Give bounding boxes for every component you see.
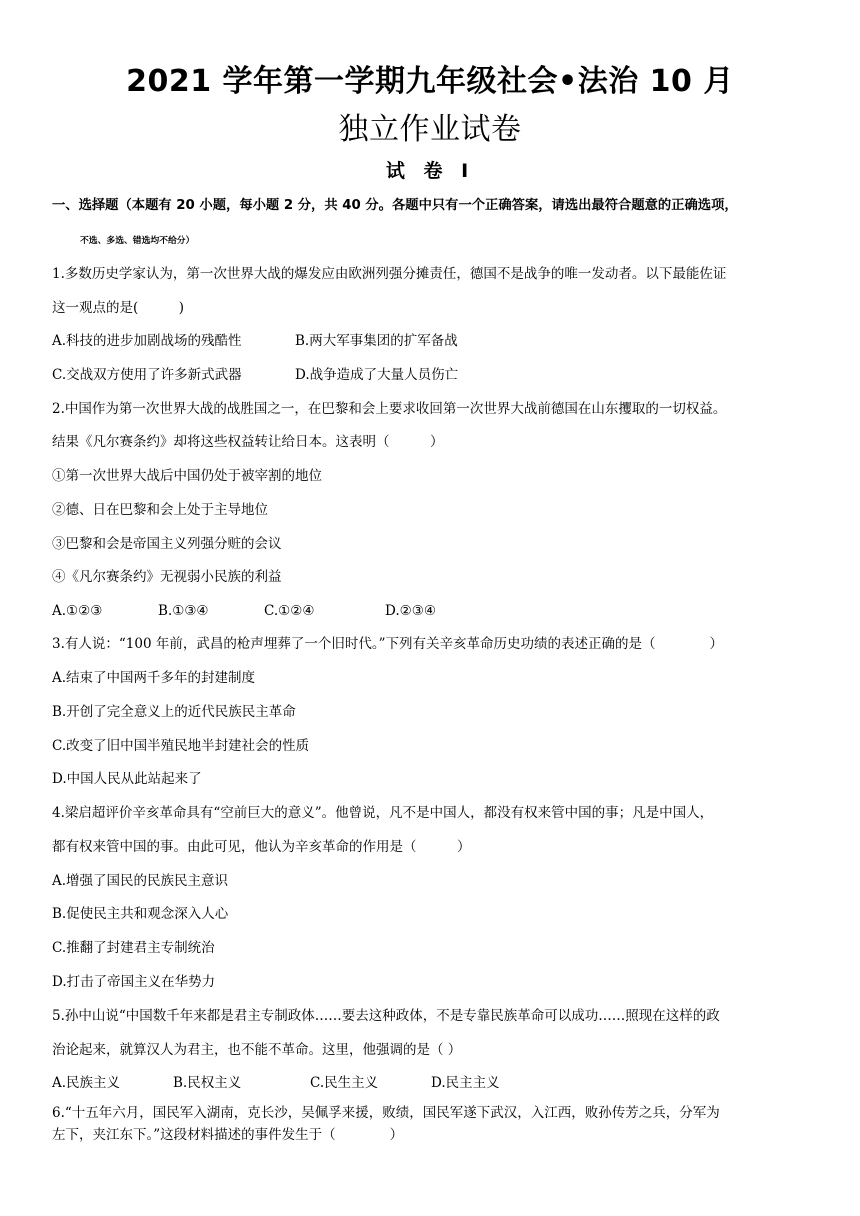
question-3-option-c: C.改变了旧中国半殖民地半封建社会的性质 [52,738,310,754]
question-4-option-c: C.推翻了封建君主专制统治 [52,940,215,956]
question-2-stem-cont: 结果《凡尔赛条约》却将这些权益转让给日本。这表明（ ） [52,434,444,450]
question-2-stem: 2.中国作为第一次世界大战的战胜国之一，在巴黎和会上要求收回第一次世界大战前德国在山东攫取的一切权益。 [52,401,727,417]
question-3-option-d: D.中国人民从此站起来了 [52,771,202,787]
section-instruction: 一、选择题（本题有 20 小题，每小题 2 分，共 40 分。各题中只有一个正确答案，请选出最符合题意的正确选项， [52,198,738,213]
question-5-stem-cont: 治论起来，就算汉人为君主，也不能不革命。这里，他强调的是（ ） [52,1042,462,1058]
question-6-stem-cont: 左下，夹江东下。”这段材料描述的事件发生于（ ） [52,1127,404,1143]
question-4-option-b: B.促使民主共和观念深入人心 [52,906,229,922]
exam-title-line2: 独立作业试卷 [338,112,522,147]
paper-subtitle: 试 卷 Ⅰ [385,160,475,182]
question-4-option-d: D.打击了帝国主义在华势力 [52,974,216,990]
question-2-option-c: C.①②④ [264,603,315,619]
question-1-stem-cont: 这一观点的是( ) [52,300,185,316]
question-1-stem: 1.多数历史学家认为，第一次世界大战的爆发应由欧洲列强分摊责任，德国不是战争的唯一发动者。以下最能佐证 [52,266,727,282]
question-1-option-c: C.交战双方使用了许多新式武器 [52,367,242,383]
question-3-stem: 3.有人说：“100 年前，武昌的枪声埋葬了一个旧时代。”下列有关辛亥革命历史功绩的表述正确的是（ ） [52,636,723,652]
question-2-option-d: D.②③④ [385,603,436,619]
question-4-stem: 4.梁启超评价辛亥革命具有“空前巨大的意义”。他曾说，凡不是中国人，都没有权来管中国的事；凡是中国人， [52,805,714,821]
question-2-item-2: ②德、日在巴黎和会上处于主导地位 [52,502,268,518]
question-2-item-4: ④《凡尔赛条约》无视弱小民族的利益 [52,569,282,585]
question-3-option-a: A.结束了中国两千多年的封建制度 [52,670,256,686]
question-4-option-a: A.增强了国民的民族民主意识 [52,873,229,889]
question-5-option-d: D.民主主义 [431,1075,500,1091]
question-5-stem: 5.孙中山说“中国数千年来都是君主专制政体……要去这种政体，不是专靠民族革命可以成功……照现在这样的政 [52,1008,720,1024]
question-1-option-d: D.战争造成了大量人员伤亡 [295,367,459,383]
question-3-option-b: B.开创了完全意义上的近代民族民主革命 [52,704,296,720]
question-4-stem-cont: 都有权来管中国的事。由此可见，他认为辛亥革命的作用是（ ） [52,839,471,855]
section-instruction-cont: 不选、多选、错选均不给分） [80,236,195,246]
question-2-item-1: ①第一次世界大战后中国仍处于被宰割的地位 [52,468,322,484]
question-5-option-c: C.民生主义 [310,1075,379,1091]
exam-title-line1: 2021 学年第一学期九年级社会•法治 10 月 [126,64,734,99]
question-5-option-b: B.民权主义 [173,1075,242,1091]
question-2-item-3: ③巴黎和会是帝国主义列强分赃的会议 [52,536,282,552]
question-5-option-a: A.民族主义 [52,1075,121,1091]
question-6-stem: 6.“十五年六月，国民军入湖南，克长沙，吴佩孚来援，败绩，国民军遂下武汉，入江西，败孙传芳之兵，分军为 [52,1105,720,1121]
question-2-option-b: B.①③④ [158,603,209,619]
question-1-option-a: A.科技的进步加剧战场的残酷性 [52,333,242,349]
question-2-option-a: A.①②③ [52,603,103,619]
question-1-option-b: B.两大军事集团的扩军备战 [295,333,458,349]
